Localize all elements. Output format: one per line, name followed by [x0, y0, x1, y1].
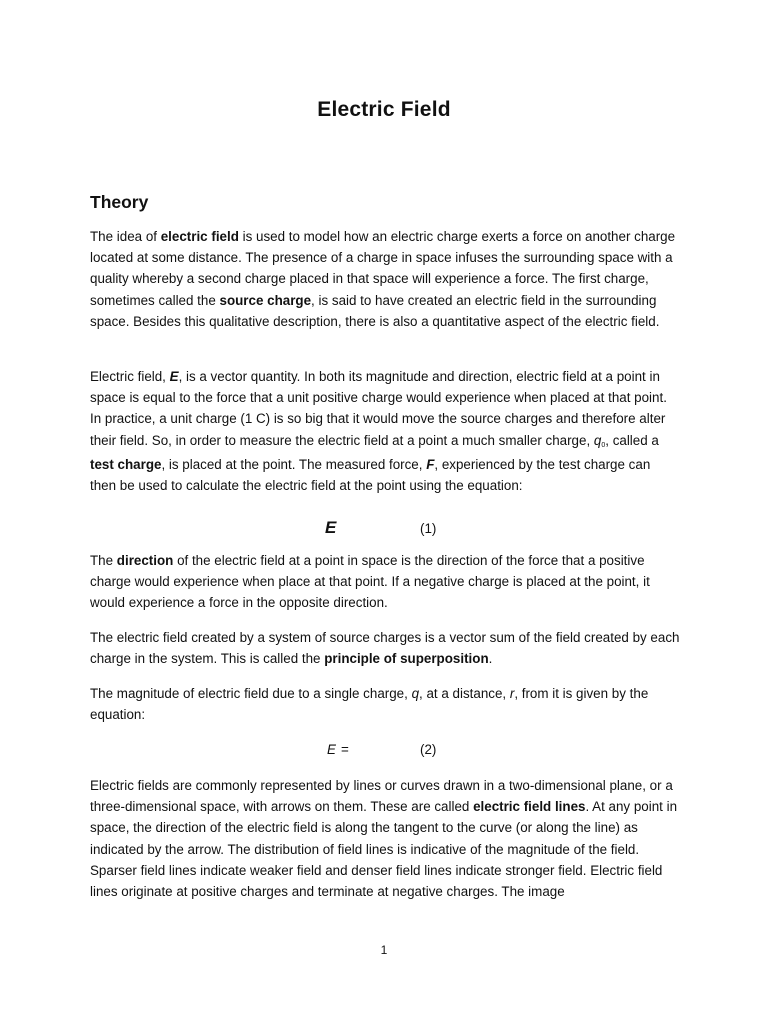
- text-run: The magnitude of electric field due to a single charge,: [90, 686, 412, 701]
- bold-term-direction: direction: [116, 553, 174, 568]
- text-run: , is said to have created an electric field in the surrounding space. Besides this qualitative description, there is also a quantitative aspect of the electric field.: [90, 292, 660, 329]
- subscript-zero: 0: [601, 441, 606, 449]
- text-run: of the electric field at a point in space is the direction of the force that a positive charge would experience when place at that point. If a negative charge is placed at the point, it would experience a force in the opposite direction.: [90, 553, 650, 611]
- bold-term-test-charge: test charge: [90, 456, 162, 472]
- text-run: The idea of: [90, 229, 161, 244]
- bold-term-source-charge: source charge: [219, 292, 312, 308]
- bold-term-electric-field: electric field: [160, 229, 239, 244]
- paragraph-magnitude: [90, 683, 680, 725]
- text-run: Electric field,: [90, 369, 170, 384]
- text-run: , is a vector quantity. In both its magnitude and direction, electric field at a point in space is equal to the force that a unit positive charge would experience when placed at that point. In practice, a unit charge (1 C) is so big that it would move the source charges and therefore alter their field. So, in order to measure the electric field at a point a much smaller charge,: [90, 369, 667, 448]
- paragraph-vector-quantity: [90, 366, 680, 496]
- text-run: is used to model how an electric charge exerts a force on another charge located at some distance. The presence of a charge in space infuses the surrounding space with a quality whereby a second charge placed in that space will experience a force. The first charge, sometimes called the: [90, 229, 676, 308]
- symbol-q: q: [411, 686, 420, 701]
- page-title: Electric Field: [317, 98, 451, 121]
- symbol-q: q: [593, 432, 602, 448]
- paragraph-direction: [90, 550, 680, 614]
- text-run: The electric field created by a system of source charges is a vector sum of the field created by each charge in the system. This is called the: [90, 630, 680, 667]
- text-run: . At any point in space, the direction of the electric field is along the tangent to the curve (or along the line) as indicated by the arrow. The distribution of field lines is indicative of the magnitude of the field. Sparser field lines indicate weaker field and denser field lines indicate stronger field. Electric field lines originate at positive charges and terminate at negative charges. The image: [90, 799, 678, 900]
- section-heading-theory: Theory: [90, 192, 149, 212]
- equation-2-equals: =: [341, 742, 349, 757]
- equation-2-number: (2): [420, 742, 437, 757]
- equation-2-symbol: E: [327, 742, 336, 757]
- paragraph-electric-field-intro: [90, 226, 680, 332]
- equation-1-symbol: E: [325, 518, 337, 537]
- text-run: The: [90, 553, 117, 568]
- text-run: , called a: [605, 432, 659, 448]
- text-run: , is placed at the point. The measured force,: [161, 456, 427, 472]
- equation-1-number: (1): [420, 521, 437, 536]
- text-run: , from it is given by the equation:: [90, 686, 649, 723]
- bold-term-principle-of-superposition: principle of superposition: [324, 651, 489, 667]
- text-run: , experienced by the test charge can then be used to calculate the electric field at the point using the equation:: [90, 456, 651, 494]
- text-run: Electric fields are commonly represented by lines or curves drawn in a two-dimensional plane, or a three-dimensional space, with arrows on them. These are called: [90, 778, 673, 815]
- paragraph-superposition: [90, 627, 680, 669]
- symbol-r: r: [509, 686, 515, 701]
- symbol-F: F: [426, 456, 435, 472]
- text-run: , at a distance,: [419, 686, 510, 701]
- bold-term-electric-field-lines: electric field lines: [473, 799, 586, 815]
- text-run: .: [488, 651, 493, 667]
- symbol-E: E: [169, 369, 179, 384]
- page-number: 1: [380, 943, 388, 957]
- paragraph-field-lines: [90, 775, 680, 902]
